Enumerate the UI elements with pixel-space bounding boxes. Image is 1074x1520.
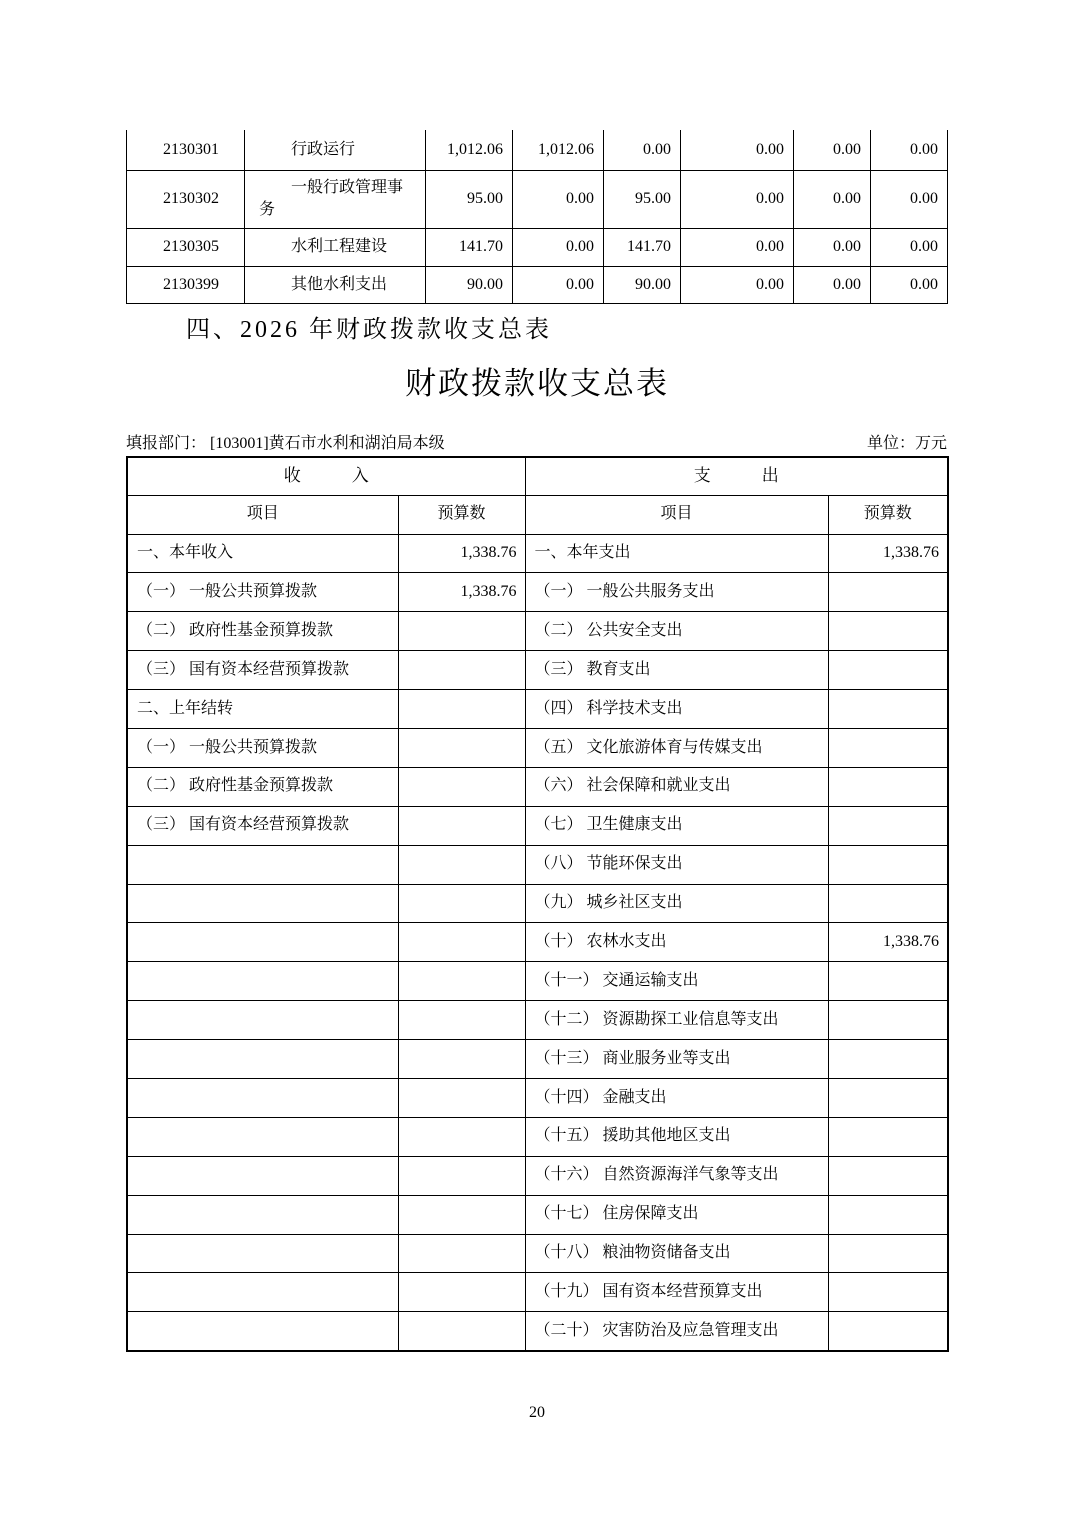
expense-item-cell: （五） 文化旅游体育与传媒支出 bbox=[525, 728, 828, 767]
expense-item-cell: （七） 卫生健康支出 bbox=[525, 806, 828, 845]
expense-item-cell: （十九） 国有资本经营预算支出 bbox=[525, 1273, 828, 1312]
code-cell: 2130305 bbox=[127, 228, 245, 266]
summary-table-row bbox=[127, 573, 948, 612]
expense-item-cell: （十五） 援助其他地区支出 bbox=[525, 1117, 828, 1156]
value-cell: 0.00 bbox=[513, 170, 604, 228]
expense-item-cell: （十八） 粮油物资储备支出 bbox=[525, 1234, 828, 1273]
value-cell: 95.00 bbox=[604, 170, 681, 228]
income-group-header: 收 入 bbox=[127, 457, 525, 495]
summary-table-body bbox=[127, 534, 948, 1351]
income-item-cell bbox=[127, 1040, 398, 1079]
income-value-cell bbox=[398, 1273, 525, 1312]
income-item-column-header: 项目 bbox=[127, 495, 398, 534]
value-cell: 141.70 bbox=[604, 228, 681, 266]
income-item-cell bbox=[127, 1195, 398, 1234]
income-item-cell bbox=[127, 923, 398, 962]
income-item-cell: 一、本年收入 bbox=[127, 534, 398, 573]
expense-value-cell bbox=[828, 1117, 948, 1156]
income-item-cell: （三） 国有资本经营预算拨款 bbox=[127, 651, 398, 690]
expense-value-cell bbox=[828, 884, 948, 923]
expense-value-cell bbox=[828, 1156, 948, 1195]
expense-value-cell bbox=[828, 728, 948, 767]
expense-item-cell: （六） 社会保障和就业支出 bbox=[525, 767, 828, 806]
expense-value-cell bbox=[828, 612, 948, 651]
income-item-cell bbox=[127, 1273, 398, 1312]
department-value: [103001]黄石市水利和湖泊局本级 bbox=[210, 435, 445, 452]
income-budget-column-header: 预算数 bbox=[398, 495, 525, 534]
expense-item-cell: （八） 节能环保支出 bbox=[525, 845, 828, 884]
income-value-cell bbox=[398, 651, 525, 690]
income-value-cell bbox=[398, 1234, 525, 1273]
value-cell: 0.00 bbox=[871, 130, 948, 170]
expense-value-cell bbox=[828, 1195, 948, 1234]
income-value-cell bbox=[398, 1001, 525, 1040]
name-cell: 行政运行 bbox=[245, 130, 426, 170]
expense-value-cell bbox=[828, 767, 948, 806]
expense-item-cell: （十七） 住房保障支出 bbox=[525, 1195, 828, 1234]
expense-value-cell bbox=[828, 651, 948, 690]
income-item-cell bbox=[127, 1156, 398, 1195]
unit-label: 单位：万元 bbox=[866, 435, 947, 452]
income-value-cell bbox=[398, 1040, 525, 1079]
income-value-cell bbox=[398, 806, 525, 845]
expense-value-cell bbox=[828, 690, 948, 729]
value-cell: 0.00 bbox=[871, 266, 948, 303]
name-cell: 一般行政管理事务 bbox=[245, 170, 426, 228]
department-field bbox=[126, 430, 445, 453]
income-value-cell: 1,338.76 bbox=[398, 573, 525, 612]
expense-item-cell: （四） 科学技术支出 bbox=[525, 690, 828, 729]
expense-item-cell: （三） 教育支出 bbox=[525, 651, 828, 690]
expense-group-header: 支 出 bbox=[525, 457, 948, 495]
summary-table-row bbox=[127, 845, 948, 884]
income-value-cell bbox=[398, 690, 525, 729]
detail-table-row bbox=[127, 170, 948, 228]
value-cell: 0.00 bbox=[794, 130, 871, 170]
summary-table-row bbox=[127, 962, 948, 1001]
income-value-cell bbox=[398, 923, 525, 962]
summary-table-row bbox=[127, 1040, 948, 1079]
value-cell: 0.00 bbox=[681, 170, 794, 228]
income-item-cell: （二） 政府性基金预算拨款 bbox=[127, 767, 398, 806]
summary-table-row bbox=[127, 1273, 948, 1312]
expense-item-cell: （十一） 交通运输支出 bbox=[525, 962, 828, 1001]
income-value-cell bbox=[398, 612, 525, 651]
value-cell: 0.00 bbox=[513, 266, 604, 303]
value-cell: 90.00 bbox=[426, 266, 513, 303]
expense-item-cell: （二） 公共安全支出 bbox=[525, 612, 828, 651]
name-cell: 其他水利支出 bbox=[245, 266, 426, 303]
expense-value-cell bbox=[828, 573, 948, 612]
summary-table-row bbox=[127, 1195, 948, 1234]
value-cell: 95.00 bbox=[426, 170, 513, 228]
income-item-cell: （三） 国有资本经营预算拨款 bbox=[127, 806, 398, 845]
income-item-cell bbox=[127, 1078, 398, 1117]
expense-value-cell bbox=[828, 1234, 948, 1273]
income-value-cell bbox=[398, 1195, 525, 1234]
page-number: 20 bbox=[529, 1404, 545, 1421]
value-cell: 0.00 bbox=[794, 170, 871, 228]
income-value-cell bbox=[398, 1117, 525, 1156]
summary-table-row bbox=[127, 612, 948, 651]
summary-table-row bbox=[127, 884, 948, 923]
income-value-cell bbox=[398, 884, 525, 923]
code-cell: 2130399 bbox=[127, 266, 245, 303]
income-item-cell bbox=[127, 1001, 398, 1040]
column-header-row bbox=[127, 495, 948, 534]
value-cell: 0.00 bbox=[871, 228, 948, 266]
summary-table-row bbox=[127, 534, 948, 573]
income-item-cell bbox=[127, 1234, 398, 1273]
summary-table-row bbox=[127, 651, 948, 690]
value-cell: 0.00 bbox=[871, 170, 948, 228]
income-item-cell bbox=[127, 962, 398, 1001]
summary-table-row bbox=[127, 1078, 948, 1117]
income-value-cell: 1,338.76 bbox=[398, 534, 525, 573]
summary-table-row bbox=[127, 728, 948, 767]
income-item-cell bbox=[127, 845, 398, 884]
expense-item-cell: （十二） 资源勘探工业信息等支出 bbox=[525, 1001, 828, 1040]
expense-value-cell bbox=[828, 1040, 948, 1079]
income-item-cell: 二、上年结转 bbox=[127, 690, 398, 729]
expense-item-column-header: 项目 bbox=[525, 495, 828, 534]
section-heading: 四、2026 年财政拨款收支总表 bbox=[186, 317, 552, 343]
summary-table-row bbox=[127, 690, 948, 729]
summary-table-row bbox=[127, 1156, 948, 1195]
expense-budget-column-header: 预算数 bbox=[828, 495, 948, 534]
expense-value-cell bbox=[828, 962, 948, 1001]
income-item-cell: （一） 一般公共预算拨款 bbox=[127, 728, 398, 767]
income-value-cell bbox=[398, 962, 525, 1001]
table-title: 财政拨款收支总表 bbox=[405, 366, 669, 401]
income-value-cell bbox=[398, 845, 525, 884]
value-cell: 0.00 bbox=[681, 266, 794, 303]
income-item-cell: （一） 一般公共预算拨款 bbox=[127, 573, 398, 612]
income-item-cell bbox=[127, 1312, 398, 1351]
summary-table-row bbox=[127, 1234, 948, 1273]
summary-table-row bbox=[127, 767, 948, 806]
value-cell: 0.00 bbox=[794, 266, 871, 303]
value-cell: 0.00 bbox=[681, 130, 794, 170]
expense-value-cell bbox=[828, 1273, 948, 1312]
code-cell: 2130302 bbox=[127, 170, 245, 228]
expense-item-cell: 一、本年支出 bbox=[525, 534, 828, 573]
expense-item-cell: （十四） 金融支出 bbox=[525, 1078, 828, 1117]
summary-table-row bbox=[127, 923, 948, 962]
value-cell: 0.00 bbox=[794, 228, 871, 266]
table-meta-row bbox=[126, 430, 947, 453]
expense-value-cell bbox=[828, 1312, 948, 1351]
department-label: 填报部门： bbox=[126, 435, 207, 452]
detail-table-body bbox=[127, 130, 948, 303]
value-cell: 141.70 bbox=[426, 228, 513, 266]
summary-table-row bbox=[127, 1001, 948, 1040]
value-cell: 0.00 bbox=[681, 228, 794, 266]
expense-value-cell: 1,338.76 bbox=[828, 923, 948, 962]
income-value-cell bbox=[398, 1078, 525, 1117]
value-cell: 0.00 bbox=[513, 228, 604, 266]
income-value-cell bbox=[398, 1156, 525, 1195]
expense-item-cell: （一） 一般公共服务支出 bbox=[525, 573, 828, 612]
budget-detail-continuation-table bbox=[126, 130, 948, 304]
group-header-row bbox=[127, 457, 948, 495]
expense-item-cell: （二十） 灾害防治及应急管理支出 bbox=[525, 1312, 828, 1351]
value-cell: 90.00 bbox=[604, 266, 681, 303]
income-value-cell bbox=[398, 1312, 525, 1351]
income-value-cell bbox=[398, 728, 525, 767]
expense-value-cell bbox=[828, 1078, 948, 1117]
expense-value-cell bbox=[828, 806, 948, 845]
expense-item-cell: （十） 农林水支出 bbox=[525, 923, 828, 962]
expense-item-cell: （十六） 自然资源海洋气象等支出 bbox=[525, 1156, 828, 1195]
detail-table-row bbox=[127, 266, 948, 303]
summary-table-row bbox=[127, 1117, 948, 1156]
summary-table-row bbox=[127, 1312, 948, 1351]
expense-value-cell bbox=[828, 845, 948, 884]
expense-value-cell bbox=[828, 1001, 948, 1040]
value-cell: 1,012.06 bbox=[513, 130, 604, 170]
expense-item-cell: （九） 城乡社区支出 bbox=[525, 884, 828, 923]
summary-table-row bbox=[127, 806, 948, 845]
fiscal-summary-table bbox=[126, 456, 949, 1352]
value-cell: 0.00 bbox=[604, 130, 681, 170]
expense-item-cell: （十三） 商业服务业等支出 bbox=[525, 1040, 828, 1079]
value-cell: 1,012.06 bbox=[426, 130, 513, 170]
code-cell: 2130301 bbox=[127, 130, 245, 170]
detail-table-row bbox=[127, 228, 948, 266]
income-item-cell bbox=[127, 1117, 398, 1156]
income-value-cell bbox=[398, 767, 525, 806]
income-item-cell: （二） 政府性基金预算拨款 bbox=[127, 612, 398, 651]
detail-table-row bbox=[127, 130, 948, 170]
name-cell: 水利工程建设 bbox=[245, 228, 426, 266]
income-item-cell bbox=[127, 884, 398, 923]
expense-value-cell: 1,338.76 bbox=[828, 534, 948, 573]
